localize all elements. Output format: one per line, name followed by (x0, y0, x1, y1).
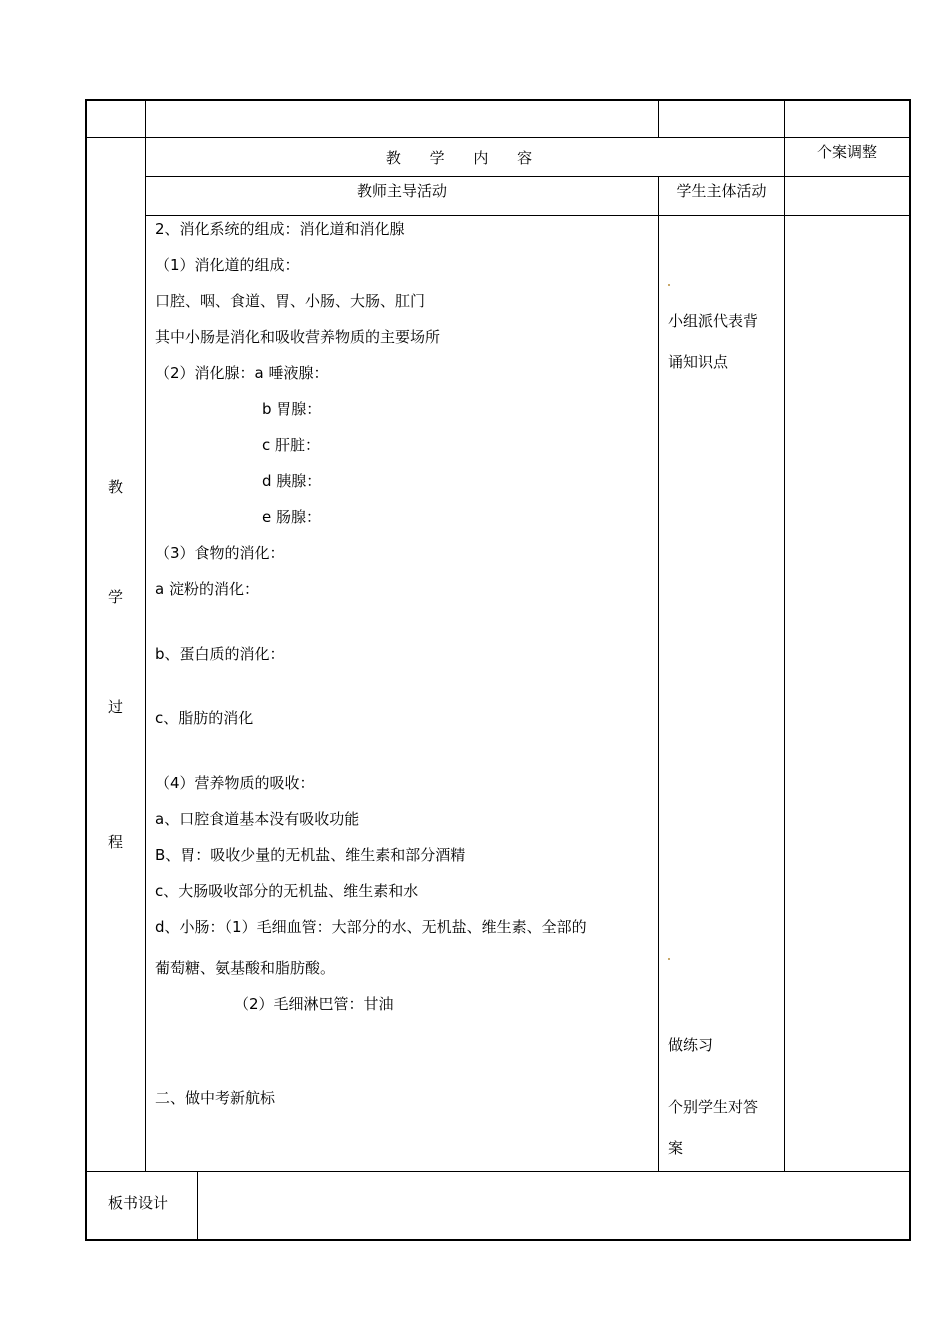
side-label-char: 过 (108, 698, 124, 716)
teacher-line: d 胰腺： (262, 472, 322, 490)
rule-footer-col (197, 1171, 198, 1241)
teacher-line: 2、消化系统的组成：消化道和消化腺 (155, 220, 405, 238)
teacher-line: b 胃腺： (262, 400, 322, 418)
teacher-line: 其中小肠是消化和吸收营养物质的主要场所 (155, 328, 441, 346)
board-design-label: 板书设计 (108, 1194, 169, 1212)
rule-row2 (146, 176, 911, 177)
teacher-line: e 肠腺： (262, 508, 321, 526)
teacher-line: （2）毛细淋巴管：甘油 (234, 995, 394, 1013)
teacher-line: （3）食物的消化： (155, 544, 285, 562)
teacher-line: （1）消化道的组成： (155, 256, 300, 274)
rule-side-col (145, 99, 146, 1172)
teacher-line: a、口腔食道基本没有吸收功能 (155, 810, 360, 828)
adjust-label: 个案调整 (816, 143, 877, 161)
student-line: 案 (668, 1139, 684, 1157)
student-line: 个别学生对答 (668, 1098, 759, 1116)
content-title: 教 学 内 容 (385, 149, 545, 167)
rule-bottom (85, 1239, 911, 1241)
teacher-line: （4）营养物质的吸收： (155, 774, 315, 792)
teacher-line: 口腔、咽、食道、胃、小肠、大肠、肛门 (155, 292, 426, 310)
student-col-header: 学生主体活动 (676, 182, 767, 200)
scan-mark (668, 958, 670, 960)
student-line: 做练习 (668, 1036, 714, 1054)
teacher-line: （2）消化腺：a 唾液腺： (155, 364, 329, 382)
student-line: 诵知识点 (668, 353, 729, 371)
teacher-line: 二、做中考新航标 (155, 1089, 276, 1107)
side-label-char: 程 (108, 833, 124, 851)
rule-left (85, 99, 87, 1241)
teacher-line: c、大肠吸收部分的无机盐、维生素和水 (155, 882, 419, 900)
teacher-col-header: 教师主导活动 (356, 182, 447, 200)
teacher-line: b、蛋白质的消化： (155, 645, 285, 663)
side-label-char: 教 (108, 478, 124, 496)
student-line: 小组派代表背 (668, 312, 759, 330)
teacher-line: d、小肠：（1）毛细血管：大部分的水、无机盐、维生素、全部的 (155, 918, 587, 936)
teacher-line: c、脂肪的消化 (155, 709, 254, 727)
teacher-line: c 肝脏： (262, 436, 321, 454)
rule-top (85, 99, 911, 101)
teacher-line: a 淀粉的消化： (155, 580, 259, 598)
rule-footer-top (85, 1171, 911, 1172)
teacher-line: 葡萄糖、氨基酸和脂肪酸。 (155, 959, 336, 977)
side-label-char: 学 (108, 588, 124, 606)
teacher-line: B、胃：吸收少量的无机盐、维生素和部分酒精 (155, 846, 466, 864)
rule-adjust-col (784, 99, 785, 1172)
rule-right (909, 99, 911, 1241)
rule-row1 (85, 137, 911, 138)
rule-student-col-top (658, 99, 659, 138)
rule-student-col (658, 176, 659, 1172)
rule-row3 (146, 215, 911, 216)
scan-mark (668, 284, 670, 286)
